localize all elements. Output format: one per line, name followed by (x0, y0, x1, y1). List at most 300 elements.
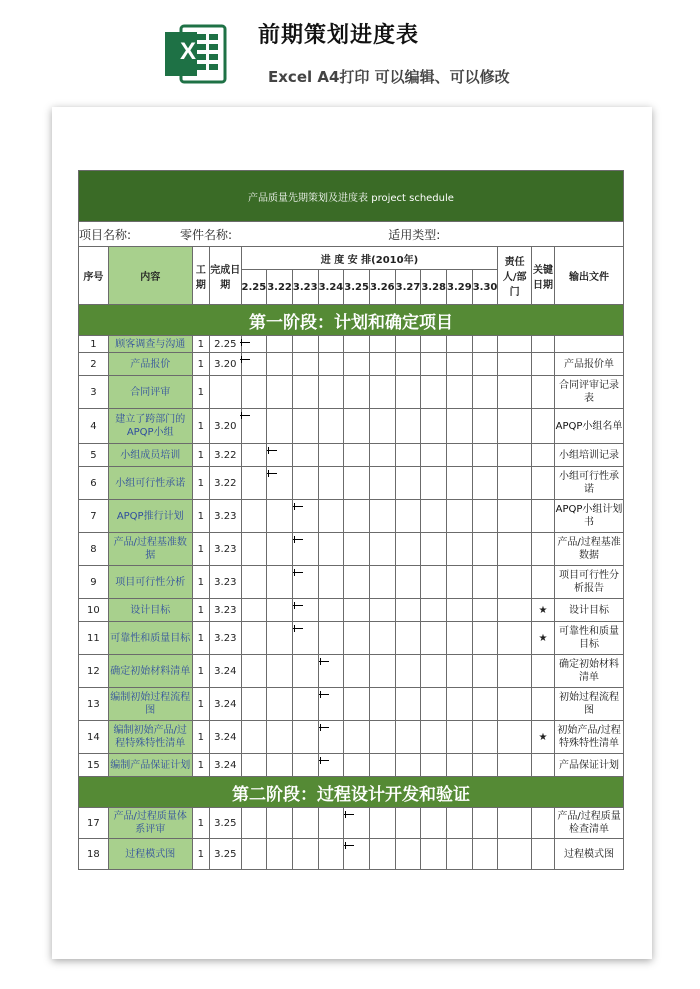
row-output: 可靠性和质量目标 (555, 622, 624, 655)
gantt-cell (318, 444, 344, 467)
table-row (79, 409, 624, 444)
row-key-date (531, 839, 554, 870)
gantt-cell (395, 688, 421, 721)
gantt-cell (267, 444, 293, 467)
gantt-cell (421, 688, 447, 721)
row-duration: 1 (192, 688, 210, 721)
row-key-date (531, 655, 554, 688)
progress-marker (267, 447, 279, 455)
row-number: 3 (79, 376, 109, 409)
row-output: 产品报价单 (555, 353, 624, 376)
row-responsible (498, 376, 532, 409)
row-finish-date: 3.24 (210, 721, 241, 754)
progress-marker (344, 811, 356, 819)
gantt-cell (472, 376, 498, 409)
gantt-cell (292, 688, 318, 721)
gantt-cell (369, 444, 395, 467)
gantt-cell (421, 444, 447, 467)
col-responsible: 责任人/部门 (498, 247, 532, 305)
table-row (79, 376, 624, 409)
gantt-cell (318, 500, 344, 533)
gantt-cell (292, 533, 318, 566)
row-responsible (498, 566, 532, 599)
col-output: 输出文件 (555, 247, 624, 305)
gantt-cell (421, 409, 447, 444)
gantt-cell (241, 599, 267, 622)
gantt-cell (292, 500, 318, 533)
row-content: 产品/过程质量体系评审 (108, 808, 192, 839)
row-responsible (498, 409, 532, 444)
table-row (79, 622, 624, 655)
col-key-date: 关键日期 (531, 247, 554, 305)
row-number: 14 (79, 721, 109, 754)
gantt-cell (344, 467, 370, 500)
gantt-cell (318, 839, 344, 870)
gantt-cell (241, 655, 267, 688)
gantt-cell (369, 808, 395, 839)
table-row (79, 500, 624, 533)
row-finish-date: 3.23 (210, 566, 241, 599)
gantt-cell (421, 721, 447, 754)
gantt-cell (421, 353, 447, 376)
table-row (79, 721, 624, 754)
gantt-cell (369, 336, 395, 353)
gantt-cell (318, 353, 344, 376)
row-finish-date: 3.24 (210, 688, 241, 721)
gantt-cell (344, 533, 370, 566)
gantt-cell (447, 336, 473, 353)
progress-marker (319, 691, 331, 699)
row-number: 18 (79, 839, 109, 870)
gantt-cell (267, 533, 293, 566)
row-number: 17 (79, 808, 109, 839)
gantt-cell (369, 599, 395, 622)
gantt-cell (395, 336, 421, 353)
gantt-cell (241, 839, 267, 870)
gantt-cell (447, 622, 473, 655)
gantt-cell (292, 409, 318, 444)
gantt-cell (267, 409, 293, 444)
table-row (79, 353, 624, 376)
row-responsible (498, 808, 532, 839)
row-number: 1 (79, 336, 109, 353)
gantt-cell (241, 336, 267, 353)
row-duration: 1 (192, 336, 210, 353)
gantt-cell (241, 754, 267, 777)
gantt-cell (395, 353, 421, 376)
project-name-label: 项目名称: (79, 222, 242, 247)
gantt-cell (472, 721, 498, 754)
gantt-cell (241, 444, 267, 467)
gantt-cell (267, 566, 293, 599)
gantt-cell (267, 599, 293, 622)
row-key-date (531, 376, 554, 409)
gantt-cell (395, 721, 421, 754)
row-key-date (531, 808, 554, 839)
stage-header: 第二阶段：过程设计开发和验证 (79, 777, 624, 808)
gantt-cell (421, 566, 447, 599)
row-output: APQP小组计划书 (555, 500, 624, 533)
gantt-cell (318, 599, 344, 622)
col-no: 序号 (79, 247, 109, 305)
date-header-cell: 2.25 (241, 270, 267, 305)
row-output: 确定初始材料清单 (555, 655, 624, 688)
gantt-cell (344, 754, 370, 777)
row-content: 产品/过程基准数据 (108, 533, 192, 566)
row-finish-date: 3.24 (210, 754, 241, 777)
gantt-cell (472, 353, 498, 376)
row-number: 7 (79, 500, 109, 533)
progress-marker (293, 569, 305, 577)
date-header-cell: 3.26 (369, 270, 395, 305)
gantt-cell (369, 409, 395, 444)
gantt-cell (267, 721, 293, 754)
gantt-cell (395, 376, 421, 409)
table-row (79, 599, 624, 622)
gantt-cell (421, 533, 447, 566)
row-output: 合同评审记录表 (555, 376, 624, 409)
row-responsible (498, 467, 532, 500)
gantt-cell (369, 376, 395, 409)
row-number: 11 (79, 622, 109, 655)
gantt-cell (292, 376, 318, 409)
gantt-cell (241, 721, 267, 754)
gantt-cell (447, 444, 473, 467)
row-finish-date: 3.20 (210, 409, 241, 444)
gantt-cell (447, 839, 473, 870)
row-duration: 1 (192, 754, 210, 777)
row-finish-date: 3.23 (210, 533, 241, 566)
gantt-cell (447, 688, 473, 721)
row-finish-date: 3.25 (210, 808, 241, 839)
gantt-cell (472, 622, 498, 655)
row-content: 项目可行性分析 (108, 566, 192, 599)
row-output: 初始过程流程图 (555, 688, 624, 721)
row-output: 初始产品/过程特殊特性清单 (555, 721, 624, 754)
gantt-cell (369, 721, 395, 754)
gantt-cell (267, 688, 293, 721)
row-responsible (498, 839, 532, 870)
gantt-cell (369, 622, 395, 655)
gantt-cell (292, 808, 318, 839)
gantt-cell (421, 467, 447, 500)
row-content: 编制初始过程流程图 (108, 688, 192, 721)
row-responsible (498, 533, 532, 566)
row-number: 9 (79, 566, 109, 599)
row-finish-date: 3.22 (210, 467, 241, 500)
row-responsible (498, 622, 532, 655)
gantt-cell (344, 655, 370, 688)
gantt-cell (267, 808, 293, 839)
row-key-date: ★ (531, 622, 554, 655)
gantt-cell (344, 622, 370, 655)
row-duration: 1 (192, 409, 210, 444)
row-output: 项目可行性分析报告 (555, 566, 624, 599)
row-finish-date: 3.23 (210, 599, 241, 622)
row-finish-date: 3.23 (210, 500, 241, 533)
gantt-cell (447, 376, 473, 409)
gantt-cell (472, 839, 498, 870)
gantt-cell (318, 566, 344, 599)
date-header-cell: 3.27 (395, 270, 421, 305)
col-content: 内容 (108, 247, 192, 305)
date-header-cell: 3.29 (447, 270, 473, 305)
applicable-type-label: 适用类型: (472, 222, 623, 247)
gantt-cell (395, 839, 421, 870)
gantt-cell (241, 467, 267, 500)
row-responsible (498, 655, 532, 688)
row-duration: 1 (192, 808, 210, 839)
gantt-cell (241, 688, 267, 721)
row-output: 小组可行性承诺 (555, 467, 624, 500)
table-row (79, 533, 624, 566)
page-title: 前期策划进度表 (258, 23, 420, 48)
row-key-date (531, 533, 554, 566)
gantt-cell (292, 444, 318, 467)
row-output: APQP小组名单 (555, 409, 624, 444)
row-finish-date (210, 376, 241, 409)
row-finish-date: 3.25 (210, 839, 241, 870)
row-number: 10 (79, 599, 109, 622)
gantt-cell (447, 467, 473, 500)
progress-marker (293, 602, 305, 610)
gantt-cell (267, 622, 293, 655)
stage-header: 第一阶段：计划和确定项目 (79, 305, 624, 336)
row-key-date: ★ (531, 599, 554, 622)
gantt-cell (344, 599, 370, 622)
gantt-cell (472, 409, 498, 444)
row-responsible (498, 353, 532, 376)
row-content: APQP推行计划 (108, 500, 192, 533)
row-output: 产品/过程质量检查清单 (555, 808, 624, 839)
gantt-cell (344, 336, 370, 353)
row-finish-date: 3.24 (210, 655, 241, 688)
gantt-cell (318, 721, 344, 754)
gantt-cell (421, 336, 447, 353)
row-key-date (531, 409, 554, 444)
row-key-date (531, 353, 554, 376)
gantt-cell (395, 655, 421, 688)
gantt-cell (395, 533, 421, 566)
table-row (79, 655, 624, 688)
gantt-cell (241, 808, 267, 839)
row-duration: 1 (192, 839, 210, 870)
gantt-cell (472, 808, 498, 839)
gantt-cell (369, 467, 395, 500)
gantt-cell (241, 409, 267, 444)
row-duration: 1 (192, 599, 210, 622)
gantt-cell (421, 622, 447, 655)
progress-marker (344, 842, 356, 850)
row-output: 设计目标 (555, 599, 624, 622)
gantt-cell (447, 533, 473, 566)
row-output: 产品保证计划 (555, 754, 624, 777)
row-content: 产品报价 (108, 353, 192, 376)
gantt-cell (318, 376, 344, 409)
gantt-cell (447, 721, 473, 754)
row-responsible (498, 721, 532, 754)
gantt-cell (267, 655, 293, 688)
gantt-cell (344, 376, 370, 409)
part-name-label: 零件名称: (241, 222, 472, 247)
date-header-cell: 3.22 (267, 270, 293, 305)
row-content: 合同评审 (108, 376, 192, 409)
gantt-cell (369, 533, 395, 566)
row-duration: 1 (192, 353, 210, 376)
table-banner: 产品质量先期策划及进度表 project schedule (79, 171, 624, 222)
gantt-cell (369, 655, 395, 688)
row-number: 4 (79, 409, 109, 444)
progress-marker (267, 470, 279, 478)
row-content: 小组可行性承诺 (108, 467, 192, 500)
row-content: 顾客调查与沟通 (108, 336, 192, 353)
table-row (79, 566, 624, 599)
gantt-cell (369, 500, 395, 533)
gantt-cell (241, 500, 267, 533)
gantt-cell (241, 353, 267, 376)
gantt-cell (292, 467, 318, 500)
gantt-cell (472, 688, 498, 721)
gantt-cell (344, 566, 370, 599)
row-output: 过程模式图 (555, 839, 624, 870)
progress-marker (240, 412, 252, 420)
row-finish-date: 3.23 (210, 622, 241, 655)
gantt-cell (318, 754, 344, 777)
gantt-cell (395, 444, 421, 467)
gantt-cell (395, 622, 421, 655)
gantt-cell (395, 409, 421, 444)
page-subtitle: Excel A4打印 可以编辑、可以修改 (268, 68, 510, 86)
row-duration: 1 (192, 533, 210, 566)
gantt-cell (318, 622, 344, 655)
gantt-cell (447, 655, 473, 688)
row-content: 确定初始材料清单 (108, 655, 192, 688)
gantt-cell (369, 839, 395, 870)
gantt-cell (369, 754, 395, 777)
date-header-cell: 3.28 (421, 270, 447, 305)
row-content: 编制初始产品/过程特殊特性清单 (108, 721, 192, 754)
gantt-cell (292, 566, 318, 599)
row-content: 可靠性和质量目标 (108, 622, 192, 655)
gantt-cell (318, 467, 344, 500)
col-schedule: 进 度 安 排(2010年) (241, 247, 498, 270)
row-responsible (498, 336, 532, 353)
gantt-cell (344, 353, 370, 376)
row-number: 6 (79, 467, 109, 500)
gantt-cell (447, 566, 473, 599)
progress-marker (293, 625, 305, 633)
progress-marker (293, 503, 305, 511)
gantt-cell (472, 655, 498, 688)
gantt-cell (267, 353, 293, 376)
row-content: 建立了跨部门的APQP小组 (108, 409, 192, 444)
gantt-cell (344, 409, 370, 444)
gantt-cell (318, 409, 344, 444)
progress-marker (240, 339, 252, 347)
row-content: 小组成员培训 (108, 444, 192, 467)
row-responsible (498, 500, 532, 533)
progress-marker (319, 658, 331, 666)
gantt-cell (395, 599, 421, 622)
gantt-cell (472, 500, 498, 533)
gantt-cell (395, 754, 421, 777)
date-header-cell: 3.25 (344, 270, 370, 305)
gantt-cell (421, 500, 447, 533)
gantt-cell (421, 376, 447, 409)
row-duration: 1 (192, 500, 210, 533)
col-finish-date: 完成日期 (210, 247, 241, 305)
gantt-cell (292, 622, 318, 655)
row-finish-date: 3.22 (210, 444, 241, 467)
gantt-cell (344, 721, 370, 754)
row-finish-date: 2.25 (210, 336, 241, 353)
row-responsible (498, 599, 532, 622)
gantt-cell (395, 808, 421, 839)
col-duration: 工期 (192, 247, 210, 305)
row-number: 5 (79, 444, 109, 467)
gantt-cell (344, 839, 370, 870)
gantt-cell (447, 409, 473, 444)
gantt-cell (292, 353, 318, 376)
excel-logo-letter: X (179, 38, 196, 65)
gantt-cell (267, 376, 293, 409)
row-duration: 1 (192, 566, 210, 599)
gantt-cell (318, 808, 344, 839)
row-key-date (531, 500, 554, 533)
row-content: 过程模式图 (108, 839, 192, 870)
gantt-cell (369, 566, 395, 599)
gantt-cell (267, 467, 293, 500)
gantt-cell (472, 467, 498, 500)
row-duration: 1 (192, 467, 210, 500)
gantt-cell (292, 599, 318, 622)
row-key-date (531, 444, 554, 467)
gantt-cell (421, 655, 447, 688)
row-duration: 1 (192, 622, 210, 655)
gantt-cell (447, 599, 473, 622)
gantt-cell (395, 500, 421, 533)
gantt-cell (344, 444, 370, 467)
gantt-cell (267, 754, 293, 777)
gantt-cell (241, 376, 267, 409)
progress-marker (240, 356, 252, 364)
table-row (79, 467, 624, 500)
gantt-cell (421, 839, 447, 870)
date-header-cell: 3.24 (318, 270, 344, 305)
gantt-cell (241, 566, 267, 599)
row-output: 产品/过程基准数据 (555, 533, 624, 566)
row-responsible (498, 444, 532, 467)
date-header-cell: 3.23 (292, 270, 318, 305)
gantt-cell (472, 566, 498, 599)
row-key-date: ★ (531, 721, 554, 754)
progress-marker (319, 757, 331, 765)
row-key-date (531, 336, 554, 353)
date-header-cell: 3.30 (472, 270, 498, 305)
gantt-cell (318, 688, 344, 721)
gantt-cell (421, 599, 447, 622)
row-number: 12 (79, 655, 109, 688)
row-number: 13 (79, 688, 109, 721)
progress-marker (293, 536, 305, 544)
gantt-cell (344, 808, 370, 839)
row-key-date (531, 688, 554, 721)
row-content: 编制产品保证计划 (108, 754, 192, 777)
row-number: 2 (79, 353, 109, 376)
gantt-cell (395, 566, 421, 599)
row-duration: 1 (192, 444, 210, 467)
gantt-cell (421, 808, 447, 839)
